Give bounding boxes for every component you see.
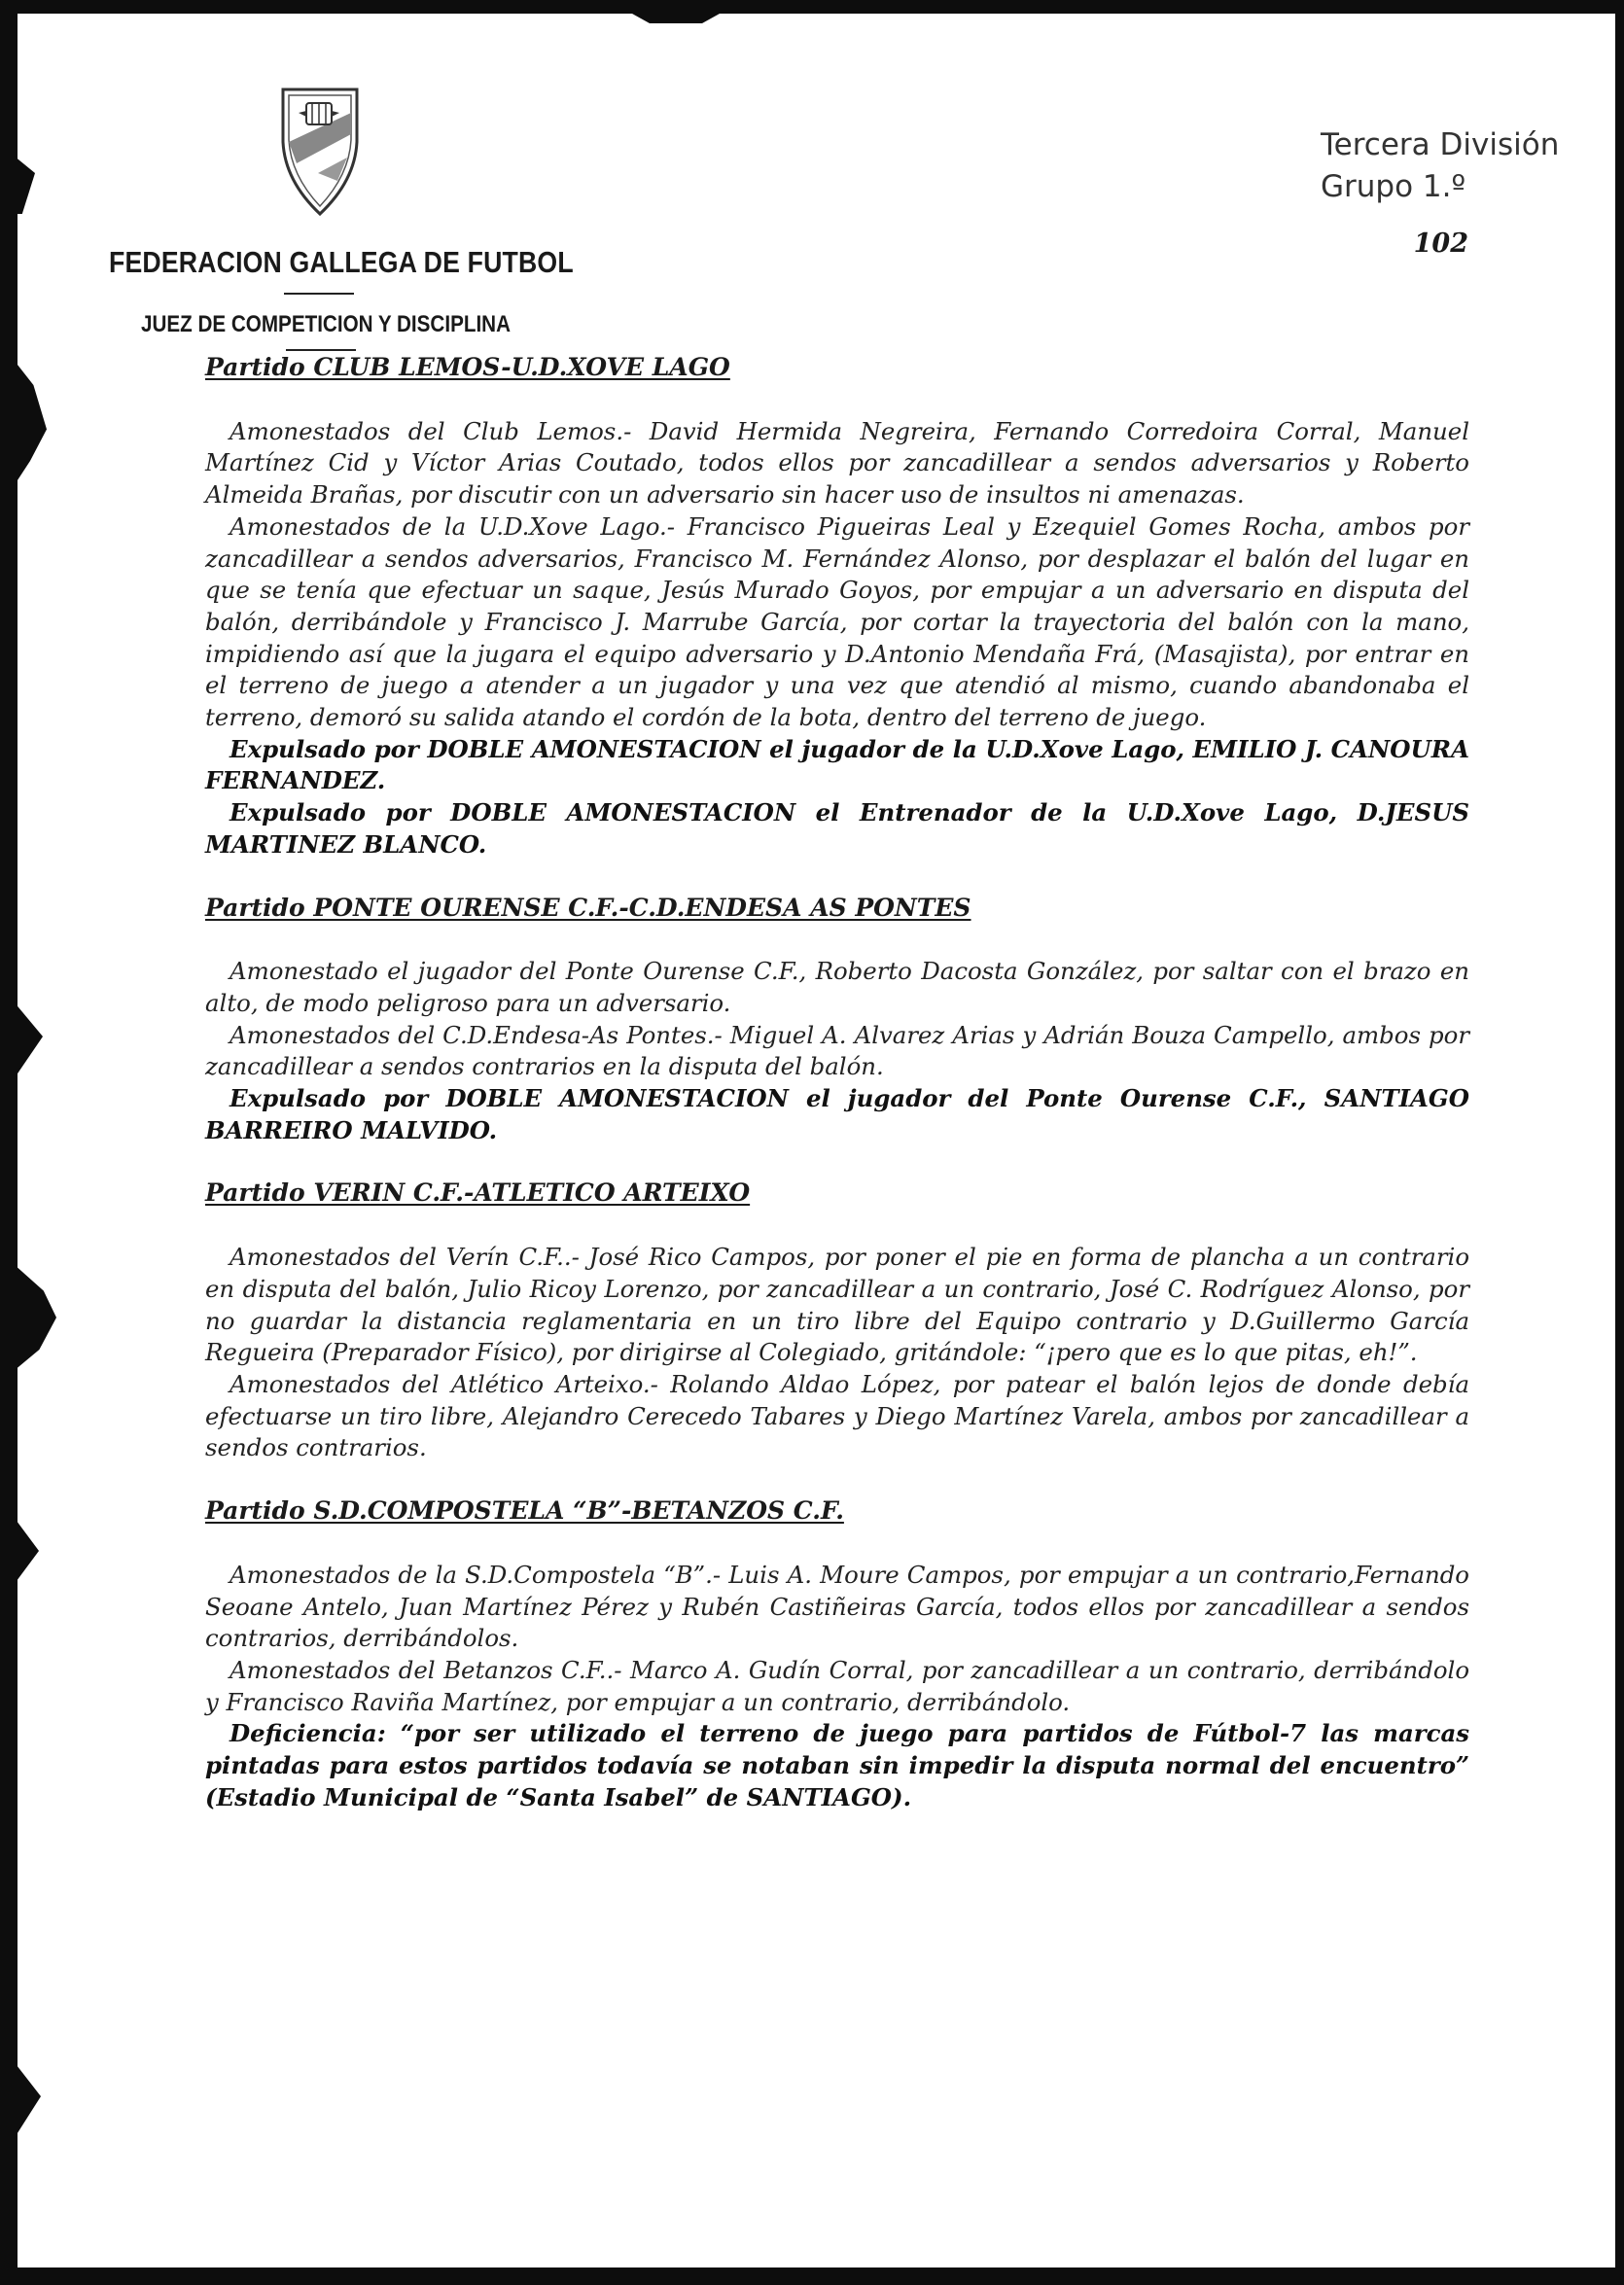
match-title: Partido VERIN C.F.-ATLETICO ARTEIXO — [205, 1178, 751, 1208]
match-section — [205, 1495, 1469, 1813]
match-section — [205, 893, 1469, 1147]
sanction-paragraph: Amonestados de la U.D.Xove Lago.- Francisco Pigueiras Leal y Ezequiel Gomes Rocha, ambos por zancadillear a sendos adversarios, Francisco M. Fernández Alonso, por desplazar el balón del lugar en que se tenía que efectuar un saque, Jesús Murado Goyos, por empujar a un adversario en disputa del balón, derribándole y Francisco J. Marrube García, por cortar la trayectoria del balón con la mano, impidiendo así que la jugara el equipo adversario y D.Antonio Mendaña Frá, (Masajista), por entrar en el terreno de juego a atender a un jugador y una vez que atendió al mismo, cuando abandonaba el terreno, demoró su salida atando el cordón de la bota, dentro del terreno de juego. — [205, 511, 1469, 732]
sanction-paragraph: Amonestados del Verín C.F..- José Rico Campos, por poner el pie en forma de plancha a un contrario en disputa del balón, Julio Ricoy Lorenzo, por zancadillear a un contrario, José C. Rodríguez Alonso, por no guardar la distancia reglamentaria en un tiro libre del Equipo contrario y D.Guillermo García Regueira (Preparador Físico), por dirigirse al Colegiado, gritándole: “¡pero que es lo que pitas, eh!”. — [205, 1243, 1469, 1367]
match-title: Partido PONTE OURENSE C.F.-C.D.ENDESA AS PONTES — [205, 893, 971, 922]
match-title: Partido CLUB LEMOS-U.D.XOVE LAGO — [205, 353, 730, 381]
divider — [284, 293, 354, 295]
expulsion-paragraph: Expulsado por DOBLE AMONESTACION el Entrenador de la U.D.Xove Lago, D.JESUS MARTINEZ BLANCO. — [205, 798, 1469, 859]
sanction-paragraph: Amonestados del Atlético Arteixo.- Rolando Aldao López, por patear el balón lejos de donde debía efectuarse un tiro libre, Alejandro Cerecedo Tabares y Diego Martínez Varela, ambos por zancadillear a sendos contrarios. — [205, 1369, 1469, 1462]
division-info — [1321, 124, 1559, 208]
sanction-paragraph: Amonestado el jugador del Ponte Ourense C.F., Roberto Dacosta González, por saltar con el brazo en alto, de modo peligroso para un adversario. — [205, 957, 1469, 1017]
document-body — [205, 352, 1469, 1813]
sanction-paragraph: Amonestados del Betanzos C.F..- Marco A. Gudín Corral, por zancadillear a un contrario, derribándolo y Francisco Raviña Martínez, por empujar a un contrario, derribándolo. — [205, 1655, 1469, 1716]
expulsion-paragraph: Expulsado por DOBLE AMONESTACION el jugador de la U.D.Xove Lago, EMILIO J. CANOURA FERNANDEZ. — [205, 734, 1469, 795]
deficiency-paragraph: Deficiencia: “por ser utilizado el terreno de juego para partidos de Fútbol-7 las marcas pintadas para estos partidos todavía se notaban sin impedir la disputa normal del encuentro” (Estadio Municipal de “Santa Isabel” de SANTIAGO). — [205, 1719, 1469, 1811]
group-name: Grupo 1.º — [1321, 169, 1466, 204]
federation-name: FEDERACION GALLEGA DE FUTBOL — [109, 245, 574, 279]
expulsion-paragraph: Expulsado por DOBLE AMONESTACION el jugador del Ponte Ourense C.F., SANTIAGO BARREIRO MALVIDO. — [205, 1084, 1469, 1144]
federation-crest-logo — [279, 84, 361, 218]
department-name: JUEZ DE COMPETICION Y DISCIPLINA — [141, 311, 511, 337]
division-name: Tercera División — [1321, 127, 1560, 162]
sanction-paragraph: Amonestados del Club Lemos.- David Hermida Negreira, Fernando Corredoira Corral, Manuel Martínez Cid y Víctor Arias Coutado, todos ellos por zancadillear a sendos adversarios y Roberto Almeida Brañas, por discutir con un adversario sin hacer uso de insultos ni amenazas. — [205, 416, 1469, 510]
match-section — [205, 352, 1469, 861]
match-section — [205, 1178, 1469, 1464]
sanction-paragraph: Amonestados del C.D.Endesa-As Pontes.- Miguel A. Alvarez Arias y Adrián Bouza Campello, ambos por zancadillear a sendos contrarios en la disputa del balón. — [205, 1020, 1469, 1081]
page-number: 102 — [1413, 228, 1468, 259]
divider — [286, 349, 356, 351]
sanction-paragraph: Amonestados de la S.D.Compostela “B”.- Luis A. Moure Campos, por empujar a un contrario,Fernando Seoane Antelo, Juan Martínez Pérez y Rubén Castiñeiras García, todos ellos por zancadillear a sendos contrarios, derribándolos. — [205, 1560, 1469, 1653]
match-title: Partido S.D.COMPOSTELA “B”-BETANZOS C.F. — [205, 1496, 844, 1526]
